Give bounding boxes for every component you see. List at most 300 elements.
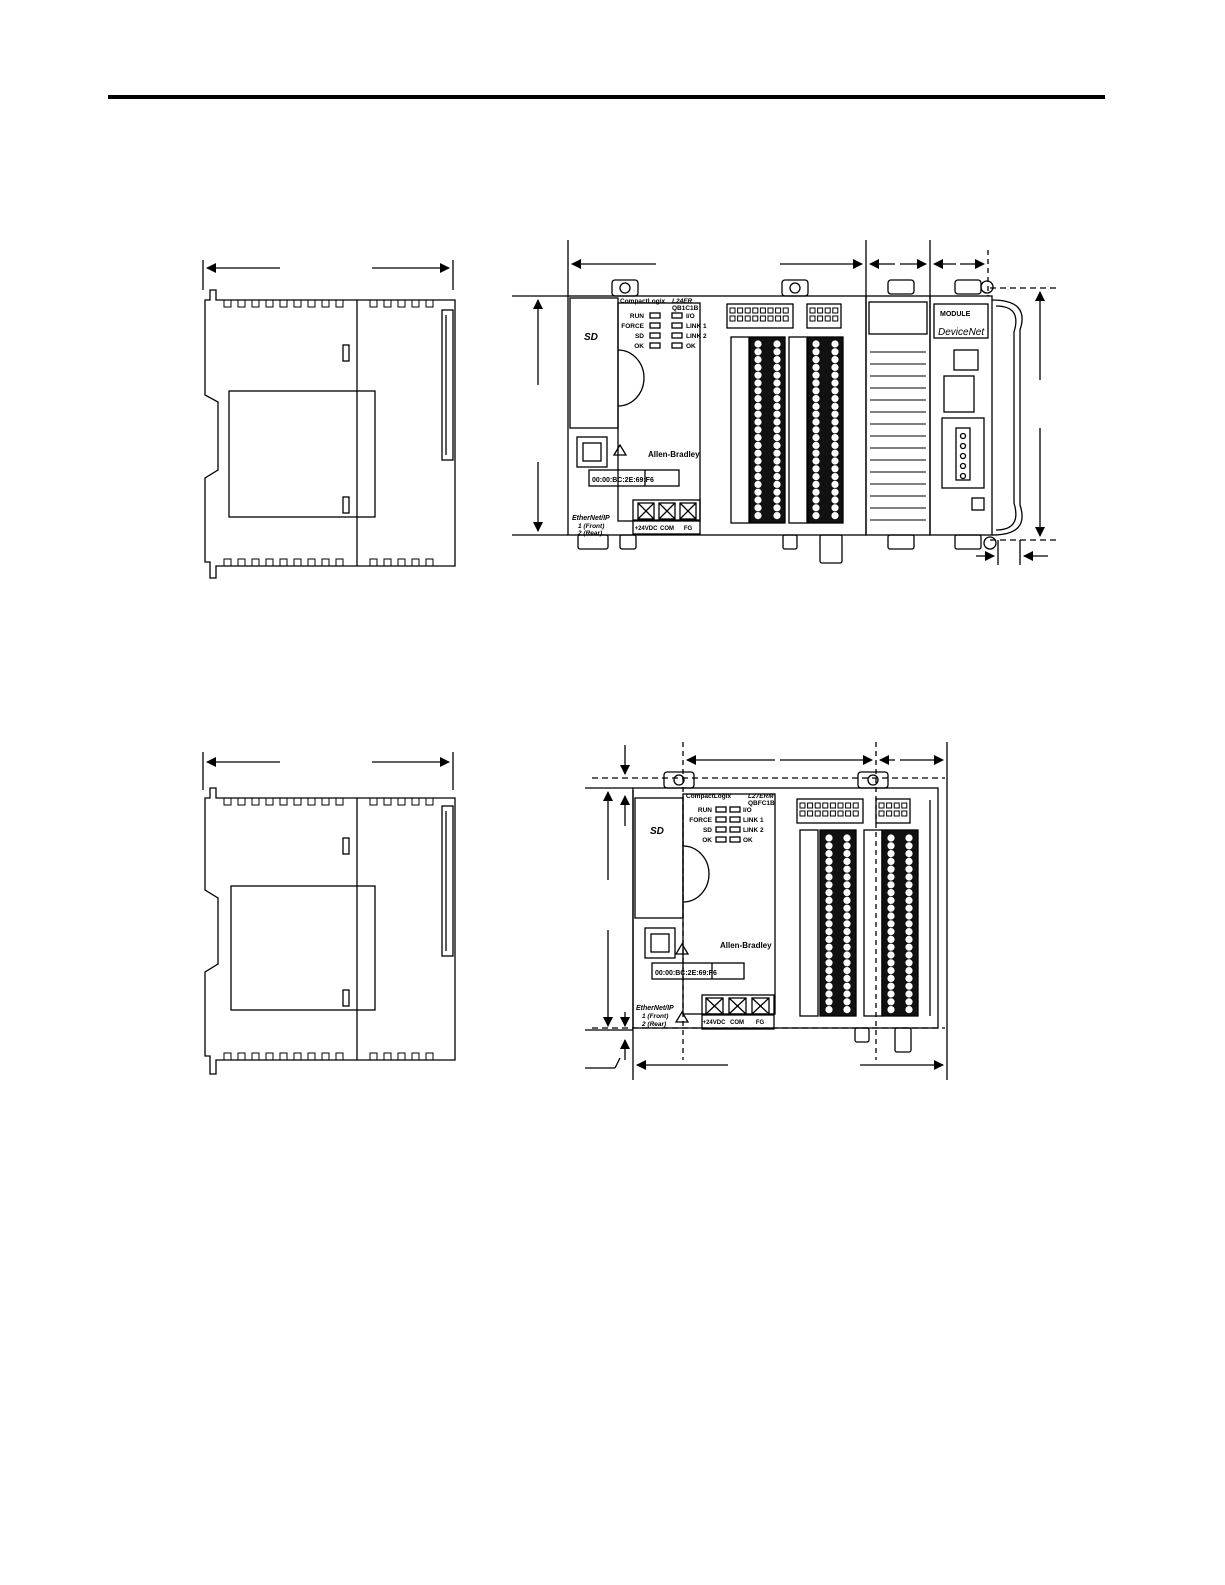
screw-terminal xyxy=(813,450,819,456)
screw-terminal xyxy=(844,952,850,958)
screw-terminal xyxy=(844,928,850,934)
power-fg: FG xyxy=(683,526,693,532)
screw-terminal xyxy=(832,512,838,518)
screw-terminal xyxy=(755,466,761,472)
notch xyxy=(745,308,750,313)
notch xyxy=(280,798,287,805)
screw-terminal xyxy=(755,512,761,518)
status-link2: LINK 2 xyxy=(686,333,707,340)
notch xyxy=(308,1053,315,1060)
screw-terminal xyxy=(813,341,819,347)
screw-terminal xyxy=(888,999,894,1005)
screw-terminal xyxy=(826,928,832,934)
screw-terminal xyxy=(888,905,894,911)
screw-terminal xyxy=(813,419,819,425)
screw-terminal xyxy=(774,434,780,440)
power-24v: +24VDC xyxy=(634,526,658,532)
notch xyxy=(384,559,391,566)
screw-terminal xyxy=(888,944,894,950)
notch xyxy=(252,1053,259,1060)
screw-terminal xyxy=(755,388,761,394)
notch xyxy=(825,316,830,321)
screw-terminal xyxy=(844,983,850,989)
screw-terminal xyxy=(844,897,850,903)
notch xyxy=(322,1053,329,1060)
notch xyxy=(266,1053,273,1060)
screw-terminal xyxy=(906,874,912,880)
screw-terminal xyxy=(906,835,912,841)
screw-terminal xyxy=(844,921,850,927)
screw-terminal xyxy=(906,983,912,989)
screw-terminal xyxy=(826,991,832,997)
screw-terminal xyxy=(826,967,832,973)
screw-terminal xyxy=(755,403,761,409)
screw-terminal xyxy=(755,473,761,479)
screw-terminal xyxy=(774,489,780,495)
screw-terminal xyxy=(832,395,838,401)
screw-terminal xyxy=(888,960,894,966)
notch xyxy=(384,798,391,805)
notch xyxy=(384,1053,391,1060)
screw-terminal xyxy=(906,843,912,849)
screw-terminal xyxy=(813,395,819,401)
notch xyxy=(768,308,773,313)
side-view-top xyxy=(203,260,455,578)
sd-card-text-bottom: SD xyxy=(650,826,664,837)
screw-terminal xyxy=(774,466,780,472)
screw-terminal xyxy=(888,952,894,958)
notch xyxy=(818,308,823,313)
screw-terminal xyxy=(906,999,912,1005)
screw-terminal xyxy=(844,999,850,1005)
screw-terminal xyxy=(832,458,838,464)
notch xyxy=(426,300,433,307)
screw-terminal xyxy=(832,388,838,394)
notch xyxy=(336,300,343,307)
screw-terminal xyxy=(844,967,850,973)
status-run: RUN xyxy=(629,313,644,320)
screw-terminal xyxy=(906,928,912,934)
screw-terminal xyxy=(813,380,819,386)
screw-terminal xyxy=(906,960,912,966)
notch xyxy=(818,316,823,321)
screw-terminal xyxy=(774,497,780,503)
screw-terminal xyxy=(826,1006,832,1012)
screw-terminal xyxy=(906,975,912,981)
screw-terminal xyxy=(906,897,912,903)
notch xyxy=(800,803,805,808)
notch xyxy=(252,559,259,566)
notch xyxy=(810,316,815,321)
notch xyxy=(336,798,343,805)
screw-terminal xyxy=(888,897,894,903)
screw-terminal xyxy=(832,489,838,495)
notch xyxy=(412,300,419,307)
screw-terminal xyxy=(813,364,819,370)
screw-terminal xyxy=(832,505,838,511)
screw-terminal xyxy=(755,489,761,495)
screw-terminal xyxy=(832,341,838,347)
screw-terminal xyxy=(755,434,761,440)
notch xyxy=(833,316,838,321)
screw-terminal xyxy=(774,473,780,479)
screw-terminal xyxy=(774,458,780,464)
screw-terminal xyxy=(813,512,819,518)
notch xyxy=(398,798,405,805)
screw-terminal xyxy=(813,427,819,433)
screw-terminal xyxy=(774,341,780,347)
status-io-bottom: I/O xyxy=(743,807,752,814)
notch xyxy=(894,811,899,816)
screw-terminal xyxy=(755,442,761,448)
screw-terminal xyxy=(774,403,780,409)
notch xyxy=(266,559,273,566)
notch xyxy=(308,300,315,307)
notch xyxy=(238,559,245,566)
screw-terminal xyxy=(826,835,832,841)
network-text: EtherNet/IP xyxy=(572,515,610,522)
notch xyxy=(252,300,259,307)
status-ok2-bottom: OK xyxy=(743,837,753,844)
screw-terminal xyxy=(832,481,838,487)
screw-terminal xyxy=(826,843,832,849)
notch xyxy=(846,803,851,808)
screw-terminal xyxy=(844,874,850,880)
notch xyxy=(398,1053,405,1060)
notch xyxy=(238,1053,245,1060)
notch xyxy=(879,803,884,808)
screw-terminal xyxy=(888,921,894,927)
power-terminals xyxy=(638,503,696,519)
screw-terminal xyxy=(755,364,761,370)
screw-terminal xyxy=(888,967,894,973)
notch xyxy=(887,811,892,816)
screw-terminal xyxy=(906,889,912,895)
notch xyxy=(238,798,245,805)
screw-terminal xyxy=(888,1006,894,1012)
status-link2-bottom: LINK 2 xyxy=(743,827,764,834)
screw-terminal xyxy=(906,858,912,864)
screw-terminal xyxy=(755,458,761,464)
screw-terminal xyxy=(888,882,894,888)
notch xyxy=(280,1053,287,1060)
screw-terminal xyxy=(844,1006,850,1012)
screw-terminal xyxy=(826,858,832,864)
notch xyxy=(776,308,781,313)
port-rear-text-bottom: 2 (Rear) xyxy=(642,1021,667,1028)
network-text-bottom: EtherNet/IP xyxy=(636,1005,674,1012)
screw-terminal xyxy=(832,497,838,503)
notch xyxy=(370,798,377,805)
notch xyxy=(730,308,735,313)
notch xyxy=(224,300,231,307)
notch xyxy=(224,1053,231,1060)
screw-terminal xyxy=(774,388,780,394)
notch xyxy=(730,316,735,321)
screw-terminal xyxy=(832,419,838,425)
catalog-text-bottom: L27ERM xyxy=(748,793,774,800)
screw-terminal xyxy=(832,473,838,479)
screw-terminal xyxy=(844,889,850,895)
screw-terminal xyxy=(813,497,819,503)
screw-terminal xyxy=(826,905,832,911)
screw-terminal xyxy=(826,850,832,856)
notch xyxy=(294,1053,301,1060)
notch xyxy=(370,559,377,566)
notch xyxy=(384,300,391,307)
screw-terminal xyxy=(832,403,838,409)
screw-terminal xyxy=(888,858,894,864)
screw-terminal xyxy=(906,944,912,950)
screw-terminal xyxy=(832,450,838,456)
notch xyxy=(370,1053,377,1060)
notch xyxy=(810,308,815,313)
screw-terminal xyxy=(774,349,780,355)
notch xyxy=(426,1053,433,1060)
screw-terminal xyxy=(813,505,819,511)
notch xyxy=(322,559,329,566)
notch xyxy=(266,300,273,307)
notch xyxy=(322,798,329,805)
notch xyxy=(902,811,907,816)
power-fg-bottom: FG xyxy=(755,1020,765,1026)
notch xyxy=(280,559,287,566)
screw-terminal xyxy=(774,411,780,417)
screw-terminal xyxy=(844,905,850,911)
screw-terminal xyxy=(906,967,912,973)
screw-terminal xyxy=(755,450,761,456)
screw-terminal xyxy=(774,442,780,448)
mac-text: 00:00:BC:2E:69:F6 xyxy=(592,477,654,484)
notch xyxy=(412,798,419,805)
status-sd-bottom: SD xyxy=(702,827,712,834)
notch xyxy=(252,798,259,805)
logo-text: Allen-Bradley xyxy=(648,450,700,459)
notch xyxy=(808,803,813,808)
screw-terminal xyxy=(755,427,761,433)
notch xyxy=(308,559,315,566)
notch xyxy=(308,798,315,805)
notch xyxy=(336,559,343,566)
screw-terminal xyxy=(906,952,912,958)
screw-terminal xyxy=(906,1006,912,1012)
brand-text: CompactLogix xyxy=(620,298,666,305)
screw-terminal xyxy=(774,380,780,386)
screw-terminal xyxy=(888,835,894,841)
devicenet-text: DeviceNet xyxy=(938,327,985,338)
status-io: I/O xyxy=(686,313,695,320)
screw-terminal xyxy=(844,944,850,950)
notch xyxy=(398,300,405,307)
screw-terminal xyxy=(755,356,761,362)
notch xyxy=(760,308,765,313)
notch xyxy=(808,811,813,816)
screw-terminal xyxy=(832,442,838,448)
notch xyxy=(426,559,433,566)
status-ok-bottom: OK xyxy=(702,837,712,844)
screw-terminal xyxy=(755,411,761,417)
screw-terminal xyxy=(774,450,780,456)
screw-terminal xyxy=(888,983,894,989)
subcatalog-text: QB1C1B xyxy=(672,305,699,312)
screw-terminal xyxy=(774,372,780,378)
screw-terminal xyxy=(826,944,832,950)
screw-terminal xyxy=(832,411,838,417)
screw-terminal xyxy=(774,364,780,370)
screw-terminal xyxy=(826,983,832,989)
screw-terminal xyxy=(774,395,780,401)
screw-terminal xyxy=(844,850,850,856)
screw-terminal xyxy=(813,481,819,487)
screw-terminal xyxy=(844,913,850,919)
screw-terminal xyxy=(832,349,838,355)
screw-terminal xyxy=(774,505,780,511)
status-ok2: OK xyxy=(686,343,696,350)
notch xyxy=(838,803,843,808)
screw-terminal xyxy=(844,835,850,841)
notch xyxy=(266,798,273,805)
screw-terminal xyxy=(888,874,894,880)
screw-terminal xyxy=(774,481,780,487)
notch xyxy=(738,308,743,313)
notch xyxy=(294,798,301,805)
notch xyxy=(238,300,245,307)
screw-terminal xyxy=(826,952,832,958)
screw-terminal xyxy=(826,874,832,880)
screw-terminal xyxy=(774,427,780,433)
status-ok: OK xyxy=(634,343,644,350)
screw-terminal xyxy=(826,882,832,888)
notch xyxy=(280,300,287,307)
notch xyxy=(322,300,329,307)
module-text: MODULE xyxy=(940,311,971,318)
notch xyxy=(830,811,835,816)
screw-terminal xyxy=(813,489,819,495)
port-front-text-bottom: 1 (Front) xyxy=(642,1013,669,1020)
screw-terminal xyxy=(813,411,819,417)
power-com-bottom: COM xyxy=(730,1020,744,1026)
screw-terminal xyxy=(906,936,912,942)
screw-terminal xyxy=(832,372,838,378)
screw-terminal xyxy=(832,427,838,433)
screw-terminal xyxy=(888,889,894,895)
notch xyxy=(224,798,231,805)
screw-terminal xyxy=(826,897,832,903)
notch xyxy=(815,811,820,816)
screw-terminal xyxy=(832,364,838,370)
screw-terminal xyxy=(813,403,819,409)
notch xyxy=(846,811,851,816)
brand-text-bottom: CompactLogix xyxy=(686,793,732,800)
status-sd: SD xyxy=(634,333,644,340)
screw-terminal xyxy=(888,866,894,872)
screw-terminal xyxy=(826,999,832,1005)
screw-terminal xyxy=(844,936,850,942)
screw-terminal xyxy=(844,975,850,981)
notch xyxy=(336,1053,343,1060)
notch xyxy=(894,803,899,808)
notch xyxy=(370,300,377,307)
logo-text-bottom: Allen-Bradley xyxy=(720,941,772,950)
screw-terminal xyxy=(826,936,832,942)
screw-terminal xyxy=(906,905,912,911)
notch xyxy=(738,316,743,321)
screw-terminal xyxy=(832,434,838,440)
screw-terminal xyxy=(755,497,761,503)
notch xyxy=(753,308,758,313)
screw-terminal xyxy=(888,975,894,981)
status-link1-bottom: LINK 1 xyxy=(743,817,764,824)
screw-terminal xyxy=(813,473,819,479)
screw-terminal xyxy=(888,850,894,856)
screw-terminal xyxy=(826,921,832,927)
screw-terminal xyxy=(774,512,780,518)
screw-terminal xyxy=(755,419,761,425)
notch xyxy=(783,316,788,321)
notch xyxy=(412,559,419,566)
screw-terminal xyxy=(906,921,912,927)
screw-terminal xyxy=(755,505,761,511)
port-rear-text: 2 (Rear) xyxy=(578,530,603,537)
screw-terminal xyxy=(813,388,819,394)
screw-terminal xyxy=(906,913,912,919)
notch xyxy=(426,798,433,805)
notch xyxy=(398,559,405,566)
notch xyxy=(825,308,830,313)
subcatalog-text-bottom: QBFC1B xyxy=(748,800,775,807)
notch xyxy=(753,316,758,321)
screw-terminal xyxy=(826,975,832,981)
screw-terminal xyxy=(832,466,838,472)
screw-terminal xyxy=(832,356,838,362)
screw-terminal xyxy=(844,960,850,966)
screw-terminal xyxy=(844,882,850,888)
status-link1: LINK 1 xyxy=(686,323,707,330)
screw-terminal xyxy=(774,419,780,425)
screw-terminal xyxy=(844,843,850,849)
notch xyxy=(412,1053,419,1060)
mac-text-bottom: 00:00:BC:2E:69:F6 xyxy=(655,970,717,977)
screw-terminal xyxy=(813,372,819,378)
screw-terminal xyxy=(888,843,894,849)
screw-terminal xyxy=(755,481,761,487)
notch xyxy=(853,811,858,816)
screw-terminal xyxy=(844,991,850,997)
screw-terminal xyxy=(755,395,761,401)
screw-terminal xyxy=(755,372,761,378)
screw-terminal xyxy=(826,960,832,966)
screw-terminal xyxy=(813,356,819,362)
screw-terminal xyxy=(906,991,912,997)
screw-terminal xyxy=(826,913,832,919)
status-force: FORCE xyxy=(621,323,644,330)
screw-terminal xyxy=(888,991,894,997)
screw-terminal xyxy=(813,458,819,464)
screw-terminal xyxy=(906,850,912,856)
notch xyxy=(776,316,781,321)
notch xyxy=(745,316,750,321)
notch xyxy=(294,559,301,566)
notch xyxy=(768,316,773,321)
screw-terminal xyxy=(906,882,912,888)
status-force-bottom: FORCE xyxy=(689,817,712,824)
screw-terminal xyxy=(844,866,850,872)
screw-terminal xyxy=(755,341,761,347)
screw-terminal xyxy=(813,434,819,440)
power-com: COM xyxy=(660,526,674,532)
screw-terminal xyxy=(832,380,838,386)
screw-terminal xyxy=(826,866,832,872)
